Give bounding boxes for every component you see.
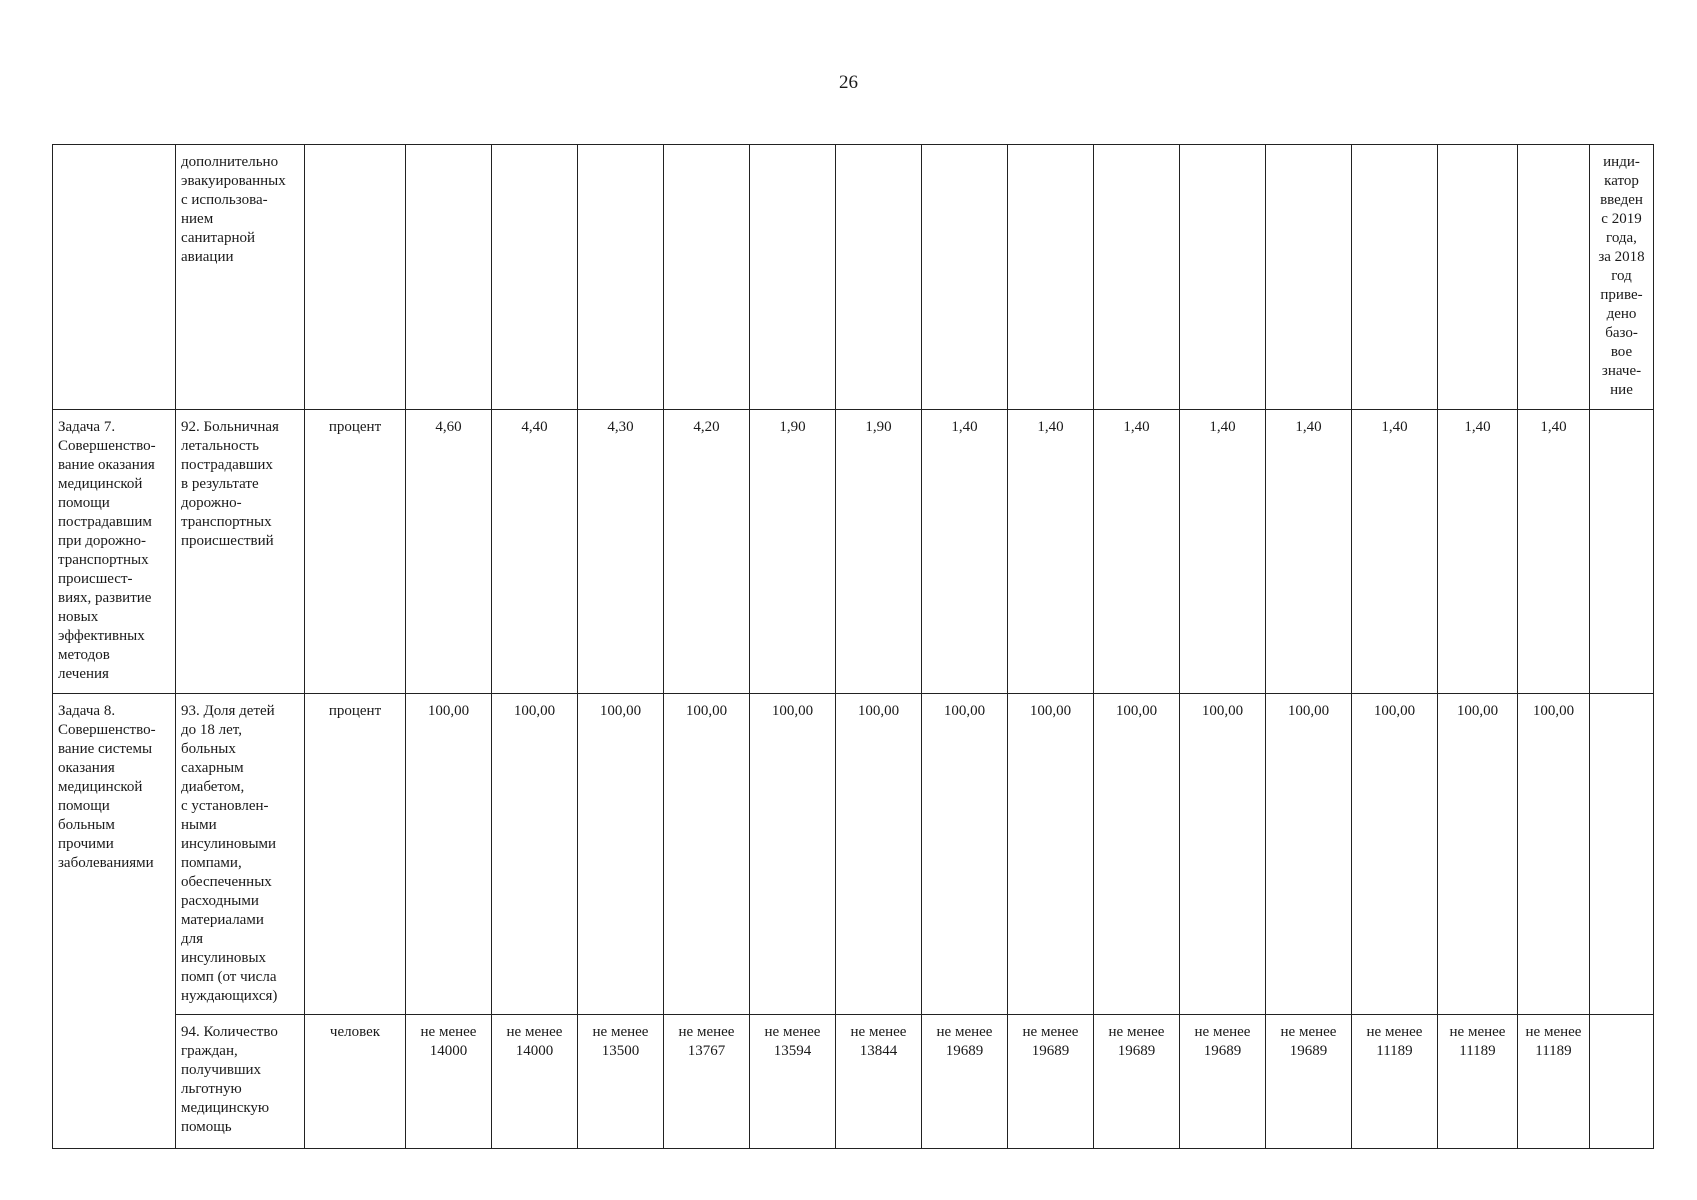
unit-cell: человек <box>305 1015 406 1149</box>
value-cell: 1,90 <box>836 410 922 694</box>
unit-cell <box>305 145 406 410</box>
indicator-cell: 92. Больничная летальность пострадавших в результате дорожно- транспортных происшествий <box>176 410 305 694</box>
indicators-table <box>52 144 1654 1149</box>
value-cell: 4,30 <box>578 410 664 694</box>
value-cell: не менее 11189 <box>1518 1015 1590 1149</box>
value-cell: 100,00 <box>836 694 922 1015</box>
indicator-cell: дополнительно эвакуированных с использова- нием санитарной авиации <box>176 145 305 410</box>
unit-cell: процент <box>305 410 406 694</box>
value-cell <box>1180 145 1266 410</box>
table-row <box>53 145 1654 410</box>
value-cell: 4,60 <box>406 410 492 694</box>
value-cell: 100,00 <box>922 694 1008 1015</box>
value-cell: 1,90 <box>750 410 836 694</box>
value-cell: 1,40 <box>922 410 1008 694</box>
value-cell: 4,20 <box>664 410 750 694</box>
value-cell: 1,40 <box>1352 410 1438 694</box>
value-cell: 100,00 <box>750 694 836 1015</box>
value-cell <box>836 145 922 410</box>
value-cell: 100,00 <box>1008 694 1094 1015</box>
note-cell <box>1590 410 1654 694</box>
value-cell: не менее 19689 <box>1266 1015 1352 1149</box>
value-cell: не менее 19689 <box>922 1015 1008 1149</box>
value-cell: 100,00 <box>492 694 578 1015</box>
value-cell: 1,40 <box>1180 410 1266 694</box>
value-cell: 100,00 <box>1266 694 1352 1015</box>
value-cell <box>1438 145 1518 410</box>
value-cell <box>1094 145 1180 410</box>
unit-cell: процент <box>305 694 406 1015</box>
value-cell: 4,40 <box>492 410 578 694</box>
table-row <box>53 694 1654 1015</box>
value-cell: не менее 19689 <box>1180 1015 1266 1149</box>
note-cell <box>1590 1015 1654 1149</box>
task-cell <box>53 145 176 410</box>
value-cell: не менее 13767 <box>664 1015 750 1149</box>
indicator-cell: 94. Количество граждан, получивших льготную медицинскую помощь <box>176 1015 305 1149</box>
value-cell: не менее 11189 <box>1438 1015 1518 1149</box>
value-cell: 1,40 <box>1008 410 1094 694</box>
page-number: 26 <box>839 72 858 93</box>
value-cell: 1,40 <box>1266 410 1352 694</box>
value-cell: не менее 13844 <box>836 1015 922 1149</box>
task-cell: Задача 7. Совершенство- вание оказания медицинской помощи пострадавшим при дорожно- транспортных происшест- виях, развитие новых эффективных методов лечения <box>53 410 176 694</box>
value-cell: не менее 13500 <box>578 1015 664 1149</box>
value-cell <box>1266 145 1352 410</box>
value-cell: 100,00 <box>1438 694 1518 1015</box>
value-cell: 1,40 <box>1438 410 1518 694</box>
value-cell <box>1352 145 1438 410</box>
value-cell: не менее 19689 <box>1008 1015 1094 1149</box>
value-cell: 1,40 <box>1094 410 1180 694</box>
value-cell: не менее 19689 <box>1094 1015 1180 1149</box>
value-cell <box>578 145 664 410</box>
value-cell: 100,00 <box>1094 694 1180 1015</box>
value-cell: 1,40 <box>1518 410 1590 694</box>
note-cell <box>1590 694 1654 1015</box>
value-cell: 100,00 <box>1352 694 1438 1015</box>
value-cell: не менее 11189 <box>1352 1015 1438 1149</box>
value-cell <box>492 145 578 410</box>
value-cell <box>664 145 750 410</box>
value-cell <box>922 145 1008 410</box>
note-cell: инди- катор введен с 2019 года, за 2018 год приве- дено базо- вое значе- ние <box>1590 145 1654 410</box>
task-cell: Задача 8. Совершенство- вание системы оказания медицинской помощи больным прочими заболеваниями <box>53 694 176 1149</box>
value-cell: не менее 14000 <box>406 1015 492 1149</box>
value-cell <box>1008 145 1094 410</box>
value-cell: не менее 13594 <box>750 1015 836 1149</box>
value-cell: 100,00 <box>578 694 664 1015</box>
value-cell: 100,00 <box>664 694 750 1015</box>
value-cell: 100,00 <box>406 694 492 1015</box>
value-cell <box>1518 145 1590 410</box>
table-row <box>53 410 1654 694</box>
value-cell <box>406 145 492 410</box>
indicator-cell: 93. Доля детей до 18 лет, больных сахарным диабетом, с установлен- ными инсулиновыми помпами, обеспеченных расходными материалами для инсулиновых помп (от числа нуждающихся) <box>176 694 305 1015</box>
value-cell <box>750 145 836 410</box>
value-cell: не менее 14000 <box>492 1015 578 1149</box>
value-cell: 100,00 <box>1518 694 1590 1015</box>
table-row <box>53 1015 1654 1149</box>
value-cell: 100,00 <box>1180 694 1266 1015</box>
